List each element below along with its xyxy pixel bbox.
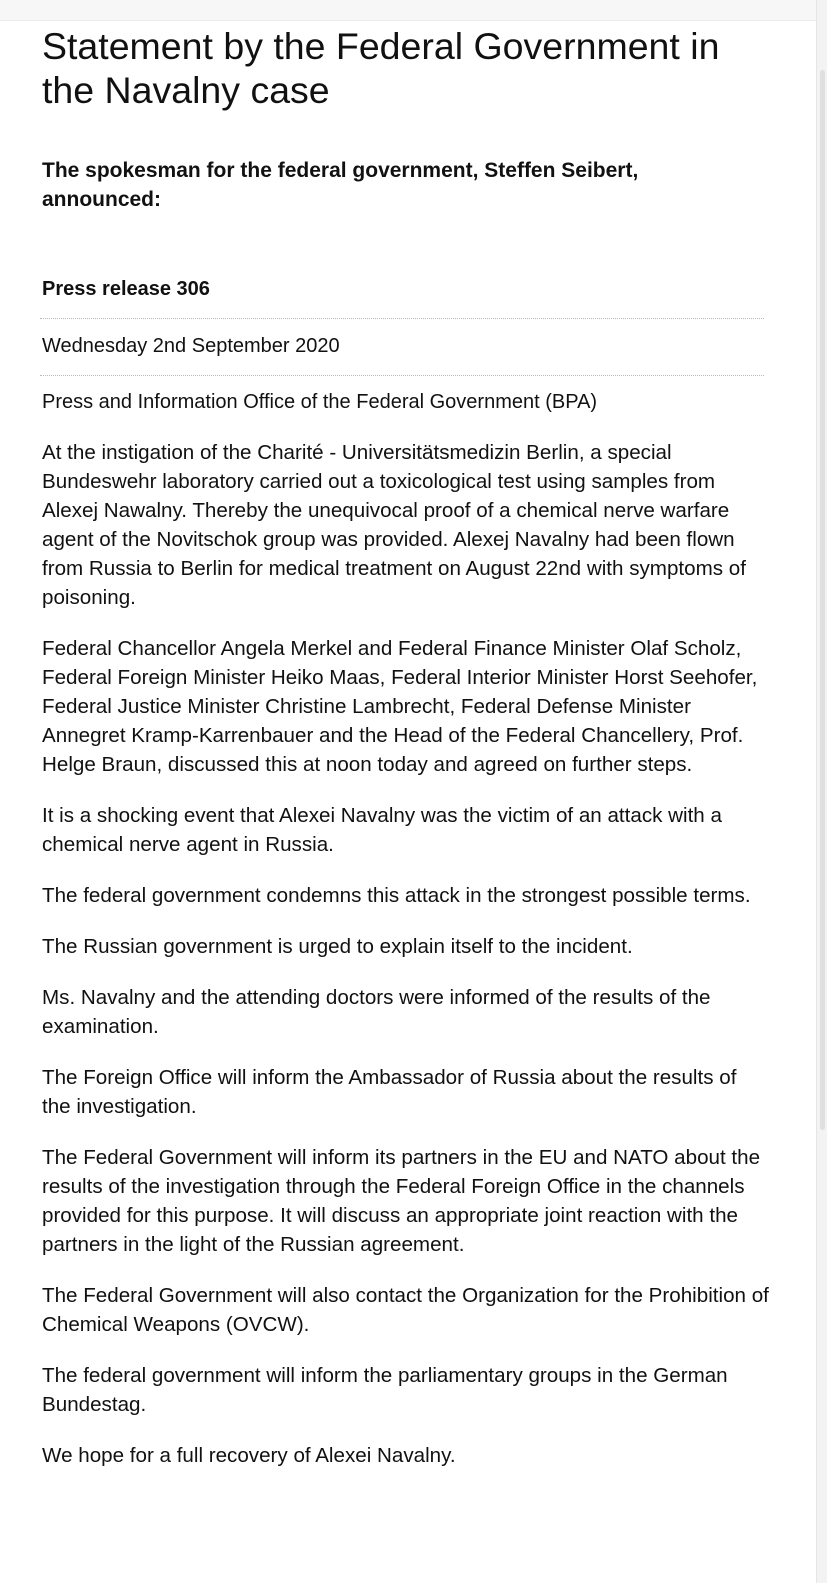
paragraph-ministers-meeting: Federal Chancellor Angela Merkel and Federal Finance Minister Olaf Scholz, Federal Foreign Minister Heiko Maas, Federal Interior Minister Horst Seehofer, Federal Justice Minister Christine Lambrecht, Federal Defense Minister Annegret Kramp-Karrenbauer and the Head of the Federal Chancellery, Prof. Helge Braun, discussed this at noon today and agreed on further steps.: [42, 637, 758, 776]
divider: [40, 318, 764, 319]
paragraph-bundestag: The federal government will inform the parliamentary groups in the German Bundestag.: [42, 1364, 728, 1416]
press-release-number: Press release 306: [42, 278, 210, 300]
spokesman-announcement: The spokesman for the federal government, Steffen Seibert, announced:: [42, 159, 639, 211]
paragraph-condemnation: The federal government condemns this attack in the strongest possible terms.: [42, 884, 751, 907]
paragraph-recovery-wish: We hope for a full recovery of Alexei Navalny.: [42, 1444, 456, 1467]
paragraph-ovcw-contact: The Federal Government will also contact the Organization for the Prohibition of Chemical Weapons (OVCW).: [42, 1284, 769, 1336]
paragraph-doctors-informed: Ms. Navalny and the attending doctors were informed of the results of the examination.: [42, 986, 711, 1038]
browser-top-bar: [0, 0, 817, 21]
article: [42, 24, 770, 1470]
divider: [40, 375, 764, 376]
release-date: Wednesday 2nd September 2020: [42, 335, 340, 357]
page-title: Statement by the Federal Government in the Navalny case: [42, 25, 720, 111]
scrollbar-thumb[interactable]: [820, 70, 825, 1130]
paragraph-russia-urged: The Russian government is urged to explain itself to the incident.: [42, 935, 633, 958]
vertical-scrollbar[interactable]: [816, 0, 827, 1583]
release-source: Press and Information Office of the Federal Government (BPA): [42, 391, 598, 413]
paragraph-lab-findings: At the instigation of the Charité - Universitätsmedizin Berlin, a special Bundeswehr laboratory carried out a toxicological test using samples from Alexej Nawalny. Thereby the unequivocal proof of a chemical nerve warfare agent of the Novitschok group was provided. Alexej Navalny had been flown from Russia to Berlin for medical treatment on August 22nd with symptoms of poisoning.: [42, 441, 746, 609]
paragraph-shocking-event: It is a shocking event that Alexei Navalny was the victim of an attack with a chemical nerve agent in Russia.: [42, 804, 722, 856]
paragraph-eu-nato-partners: The Federal Government will inform its partners in the EU and NATO about the results of the investigation through the Federal Foreign Office in the channels provided for this purpose. It will discuss an appropriate joint reaction with the partners in the light of the Russian agreement.: [42, 1146, 761, 1256]
paragraph-ambassador-informed: The Foreign Office will inform the Ambassador of Russia about the results of the investigation.: [42, 1066, 737, 1118]
